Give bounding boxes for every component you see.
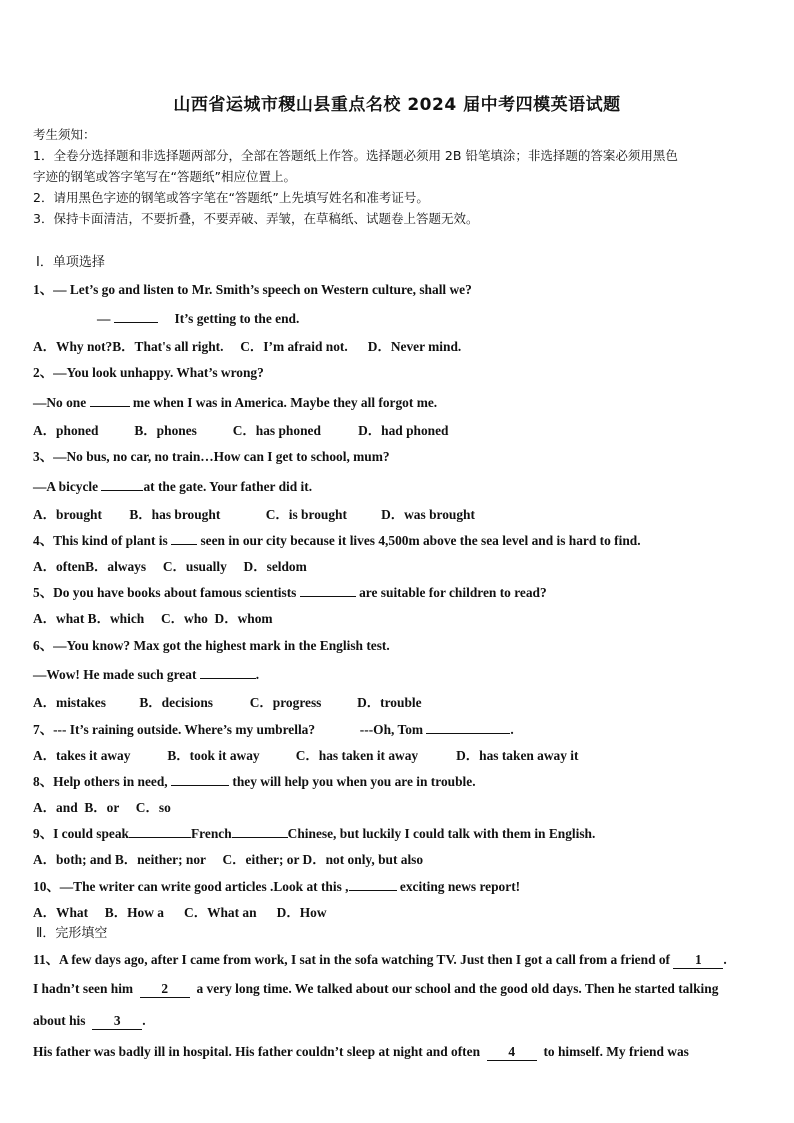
q6-option-a: A．mistakes: [33, 695, 106, 710]
q2-options: [33, 420, 449, 439]
q5-stem: [33, 582, 547, 601]
passage-blank-4: 4: [487, 1044, 537, 1061]
q10-stem: [33, 876, 520, 895]
q4-options: A．oftenB．always C．usually D．seldom: [33, 559, 307, 574]
q2-option-d: D．had phoned: [358, 423, 449, 438]
q1-reply: [97, 310, 299, 327]
q3-stem: 3、—No bus, no car, no train…How can I get to school, mum?: [33, 449, 390, 464]
q1-blank: [114, 310, 158, 323]
notice-item-1-cont: 字迹的钢笔或答字笔写在“答题纸”相应位置上。: [33, 169, 296, 184]
q6-option-d: D．trouble: [357, 695, 422, 710]
q6-option-c: C．progress: [249, 695, 322, 710]
q6-stem: 6、—You know? Max got the highest mark in the English test.: [33, 638, 390, 653]
q5-options: A．what B．which C．who D．whom: [33, 611, 273, 626]
q7-option-d: D．has taken away it: [456, 748, 579, 763]
q7-blank: [426, 721, 510, 734]
passage-line-2-post: a very long time. We talked about our school and the good old days. Then he started talking: [196, 981, 719, 996]
notice-block: [33, 124, 763, 229]
q10-blank: [349, 878, 397, 891]
q9-options: A．both; and B．neither; nor C．either; or D．not only, but also: [33, 852, 424, 867]
q9-stem-mid: French: [191, 826, 232, 841]
passage-line-1-end: .: [723, 952, 727, 967]
q10-stem-post: exciting news report!: [399, 879, 521, 894]
passage-line-1-text: 11、A few days ago, after I came from work, I sat in the sofa watching TV. Just then I got a call from a friend of: [33, 952, 671, 967]
passage-line-2: [33, 981, 718, 998]
passage-line-4: [33, 1044, 689, 1061]
passage-line-4-post: to himself. My friend was: [543, 1044, 689, 1059]
q3-reply-pre: —A bicycle: [33, 479, 99, 494]
notice-heading: 考生须知：: [33, 127, 96, 142]
q8-options: A．and B．or C．so: [33, 800, 171, 815]
q2-stem: 2、—You look unhappy. What’s wrong?: [33, 365, 264, 380]
q1-reply-dash: —: [97, 311, 111, 326]
q2-reply-post: me when I was in America. Maybe they all forgot me.: [132, 395, 438, 410]
q6-reply: [33, 666, 259, 683]
q7-option-a: A．takes it away: [33, 748, 131, 763]
q3-option-d: D．was brought: [381, 507, 475, 522]
q3-options: [33, 504, 475, 523]
q7-stem: [33, 719, 514, 738]
q3-option-c: C．is brought: [265, 507, 347, 522]
passage-blank-2: 2: [140, 981, 190, 998]
q5-stem-post: are suitable for children to read?: [359, 585, 547, 600]
passage-line-3: [33, 1013, 146, 1030]
passage-blank-3: 3: [92, 1013, 142, 1030]
q7-stem-post: .: [510, 722, 514, 737]
q4-blank: [171, 532, 197, 545]
q2-reply: [33, 394, 437, 411]
notice-item-1: 1．全卷分选择题和非选择题两部分，全部在答题纸上作答。选择题必须用 2B 铅笔填涂；非选择题的答案必须用黑色: [33, 148, 678, 163]
q3-option-b: B．has brought: [129, 507, 221, 522]
q4-stem-pre: 4、This kind of plant is: [33, 533, 168, 548]
q2-option-c: C．has phoned: [232, 423, 321, 438]
passage-line-1: [33, 949, 727, 969]
q3-reply-post: at the gate. Your father did it.: [143, 479, 313, 494]
q7-stem-pre: 7、--- It’s raining outside. Where’s my umbrella?: [33, 722, 316, 737]
passage-line-3-pre: about his: [33, 1013, 86, 1028]
q4-stem: [33, 530, 641, 549]
q1-stem: 1、— Let’s go and listen to Mr. Smith’s speech on Western culture, shall we?: [33, 282, 472, 297]
q10-stem-pre: 10、—The writer can write good articles .Look at this ,: [33, 879, 349, 894]
q6-blank: [200, 666, 256, 679]
section-heading-cloze: Ⅱ．完形填空: [36, 926, 108, 941]
q9-blank-2: [232, 825, 288, 838]
page-title: 山西省运城市稷山县重点名校 2024 届中考四模英语试题: [173, 95, 621, 115]
q5-blank: [300, 584, 356, 597]
passage-line-3-end: .: [142, 1013, 146, 1028]
q8-stem-post: they will help you when you are in trouble.: [232, 774, 476, 789]
q2-blank: [90, 394, 130, 407]
q3-blank: [101, 478, 143, 491]
q8-stem-pre: 8、Help others in need,: [33, 774, 168, 789]
q10-options: A．What B．How a C．What an D．How: [33, 905, 327, 920]
q3-option-a: A．brought: [33, 507, 102, 522]
notice-item-3: 3．保持卡面清洁，不要折叠，不要弄破、弄皱，在草稿纸、试题卷上答题无效。: [33, 211, 479, 226]
q6-reply-pre: —Wow! He made such great: [33, 667, 197, 682]
q9-stem: [33, 823, 595, 842]
q9-stem-pre: 9、I could speak: [33, 826, 129, 841]
q8-stem: [33, 771, 476, 790]
q9-stem-post: Chinese, but luckily I could talk with them in English.: [287, 826, 596, 841]
q1-reply-text: It’s getting to the end.: [174, 311, 300, 326]
passage-line-2-pre: I hadn’t seen him: [33, 981, 134, 996]
q3-reply: [33, 478, 312, 495]
q9-blank-1: [129, 825, 191, 838]
passage-blank-1: 1: [673, 952, 723, 969]
q7-options: [33, 745, 578, 764]
q6-options: [33, 692, 422, 711]
q2-reply-pre: —No one: [33, 395, 87, 410]
q4-stem-post: seen in our city because it lives 4,500m above the sea level and is hard to find.: [200, 533, 641, 548]
q6-option-b: B．decisions: [139, 695, 214, 710]
section-heading-single-choice: Ⅰ．单项选择: [36, 255, 105, 270]
q6-reply-post: .: [255, 667, 260, 682]
notice-item-2: 2．请用黑色字迹的钢笔或答字笔在“答题纸”上先填写姓名和准考证号。: [33, 190, 429, 205]
q1-options: A．Why not?B．That's all right. C．I’m afraid not. D．Never mind.: [33, 339, 462, 354]
q7-stem-mid: ---Oh, Tom: [359, 722, 424, 737]
q2-option-b: B．phones: [134, 423, 197, 438]
q5-stem-pre: 5、Do you have books about famous scientists: [33, 585, 297, 600]
q2-option-a: A．phoned: [33, 423, 99, 438]
q7-option-b: B．took it away: [167, 748, 260, 763]
q8-blank: [171, 773, 229, 786]
passage-line-4-pre: His father was badly ill in hospital. His father couldn’t sleep at night and often: [33, 1044, 481, 1059]
q7-option-c: C．has taken it away: [295, 748, 419, 763]
